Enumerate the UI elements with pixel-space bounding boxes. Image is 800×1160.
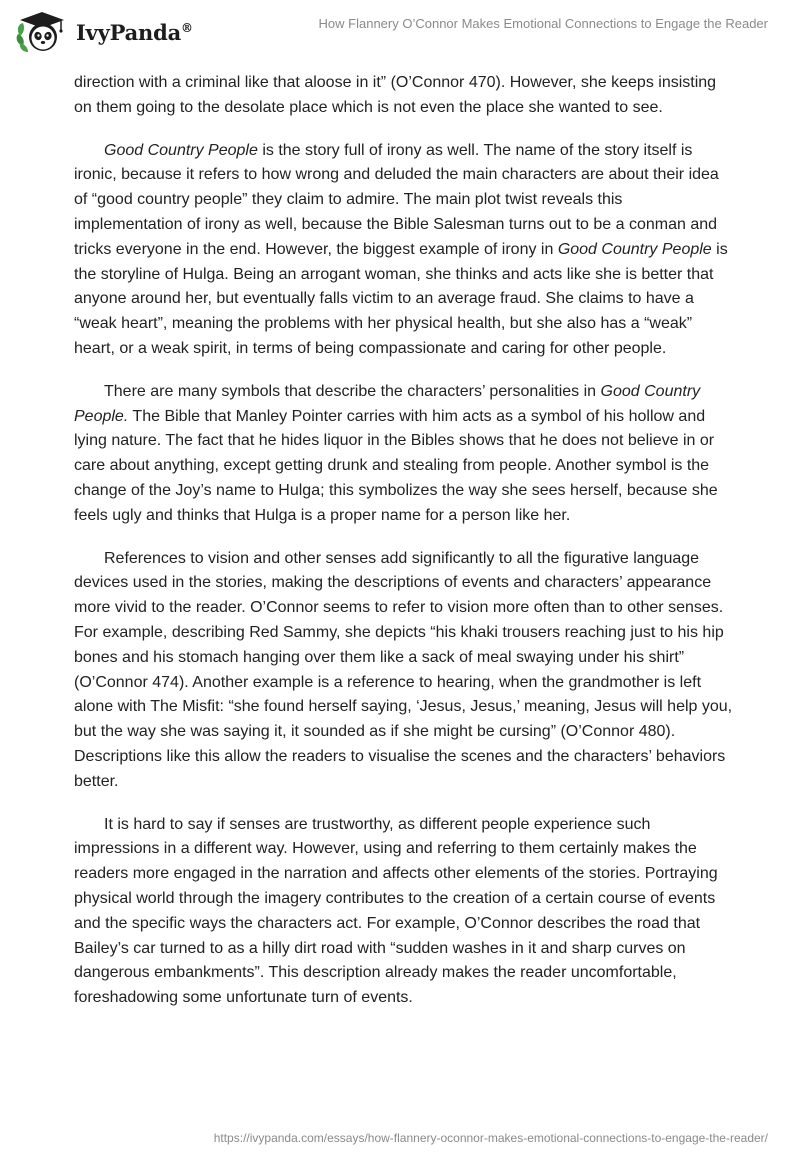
page-header: [0, 0, 800, 60]
paragraph-text: It is hard to say if senses are trustworthy, as different people experience such impressions in a different way. However, using and referring to them certainly makes the readers more engaged in the narration and affects other elements of the stories. Portraying physical world through the imagery contributes to the creation of a certain course of events and the specific ways the characters act. For example, O’Connor describes the road that Bailey’s car turned to as a hilly dirt road with “sudden washes in it and sharp curves on dangerous embankments”. This description already makes the reader uncomfortable, foreshadowing some unfortunate turn of events.: [74, 815, 718, 1007]
panda-graduate-logo-icon: [14, 10, 70, 54]
paragraph-text: The Bible that Manley Pointer carries with him acts as a symbol of his hollow and lying nature. The fact that he hides liquor in the Bibles shows that he does not believe in or care about anything, except getting drunk and stealing from people. Another symbol is the change of the Joy’s name to Hulga; this symbolizes the way she sees herself, because she feels ugly and thinks that Hulga is a proper name for a person like her.: [74, 407, 718, 524]
essay-paragraph: [74, 380, 734, 529]
paragraph-text: There are many symbols that describe the characters’ personalities in: [104, 382, 601, 400]
paragraph-text: is the storyline of Hulga. Being an arrogant woman, she thinks and acts like she is better that anyone around her, but eventually falls victim to an average fraud. She claims to have a “weak heart”, meaning the problems with her physical health, but she also has a “weak” heart, or a weak spirit, in terms of being compassionate and caring for other people.: [74, 240, 728, 357]
italic-title-text: Good Country People: [104, 141, 258, 159]
paragraph-text: is the story full of irony as well. The name of the story itself is ironic, because it refers to how wrong and deluded the main characters are about their idea of “good country people” they claim to admire. The main plot twist reveals this implementation of irony as well, because the Bible Salesman turns out to be a conman and tricks everyone in the end. However, the biggest example of irony in: [74, 141, 719, 258]
essay-paragraph: [74, 813, 734, 1011]
source-url[interactable]: https://ivypanda.com/essays/how-flannery-oconnor-makes-emotional-connections-to-engage-the-reader/: [213, 1131, 768, 1145]
essay-paragraph: [74, 139, 734, 362]
essay-paragraph: [74, 547, 734, 795]
essay-paragraph: [74, 71, 734, 121]
italic-title-text: Good Country People.: [74, 382, 701, 425]
paragraph-text: References to vision and other senses add significantly to all the figurative language devices used in the stories, making the descriptions of events and characters’ appearance more vivid to the reader. O’Connor seems to refer to vision more often than to other senses. For example, describing Red Sammy, she depicts “his khaki trousers reaching just to his hip bones and his stomach hanging over them like a sack of meal swaying under his shirt” (O’Connor 474). Another example is a reference to hearing, when the grandmother is left alone with The Misfit: “she found herself saying, ‘Jesus, Jesus,’ meaning, Jesus will help you, but the way she was saying it, it sounded as if she might be cursing” (O’Connor 480). Descriptions like this allow the readers to visualise the scenes and the characters’ behaviors better.: [74, 549, 733, 790]
italic-title-text: Good Country People: [557, 240, 712, 258]
ivypanda-logo[interactable]: [14, 10, 193, 54]
essay-body: [74, 71, 734, 1029]
document-title: How Flannery O’Connor Makes Emotional Connections to Engage the Reader: [318, 16, 768, 31]
paragraph-text: direction with a criminal like that aloose in it” (O’Connor 470). However, she keeps insisting on them going to the desolate place which is not even the place she wanted to see.: [74, 74, 717, 116]
brand-name: IvyPanda®: [76, 19, 193, 45]
